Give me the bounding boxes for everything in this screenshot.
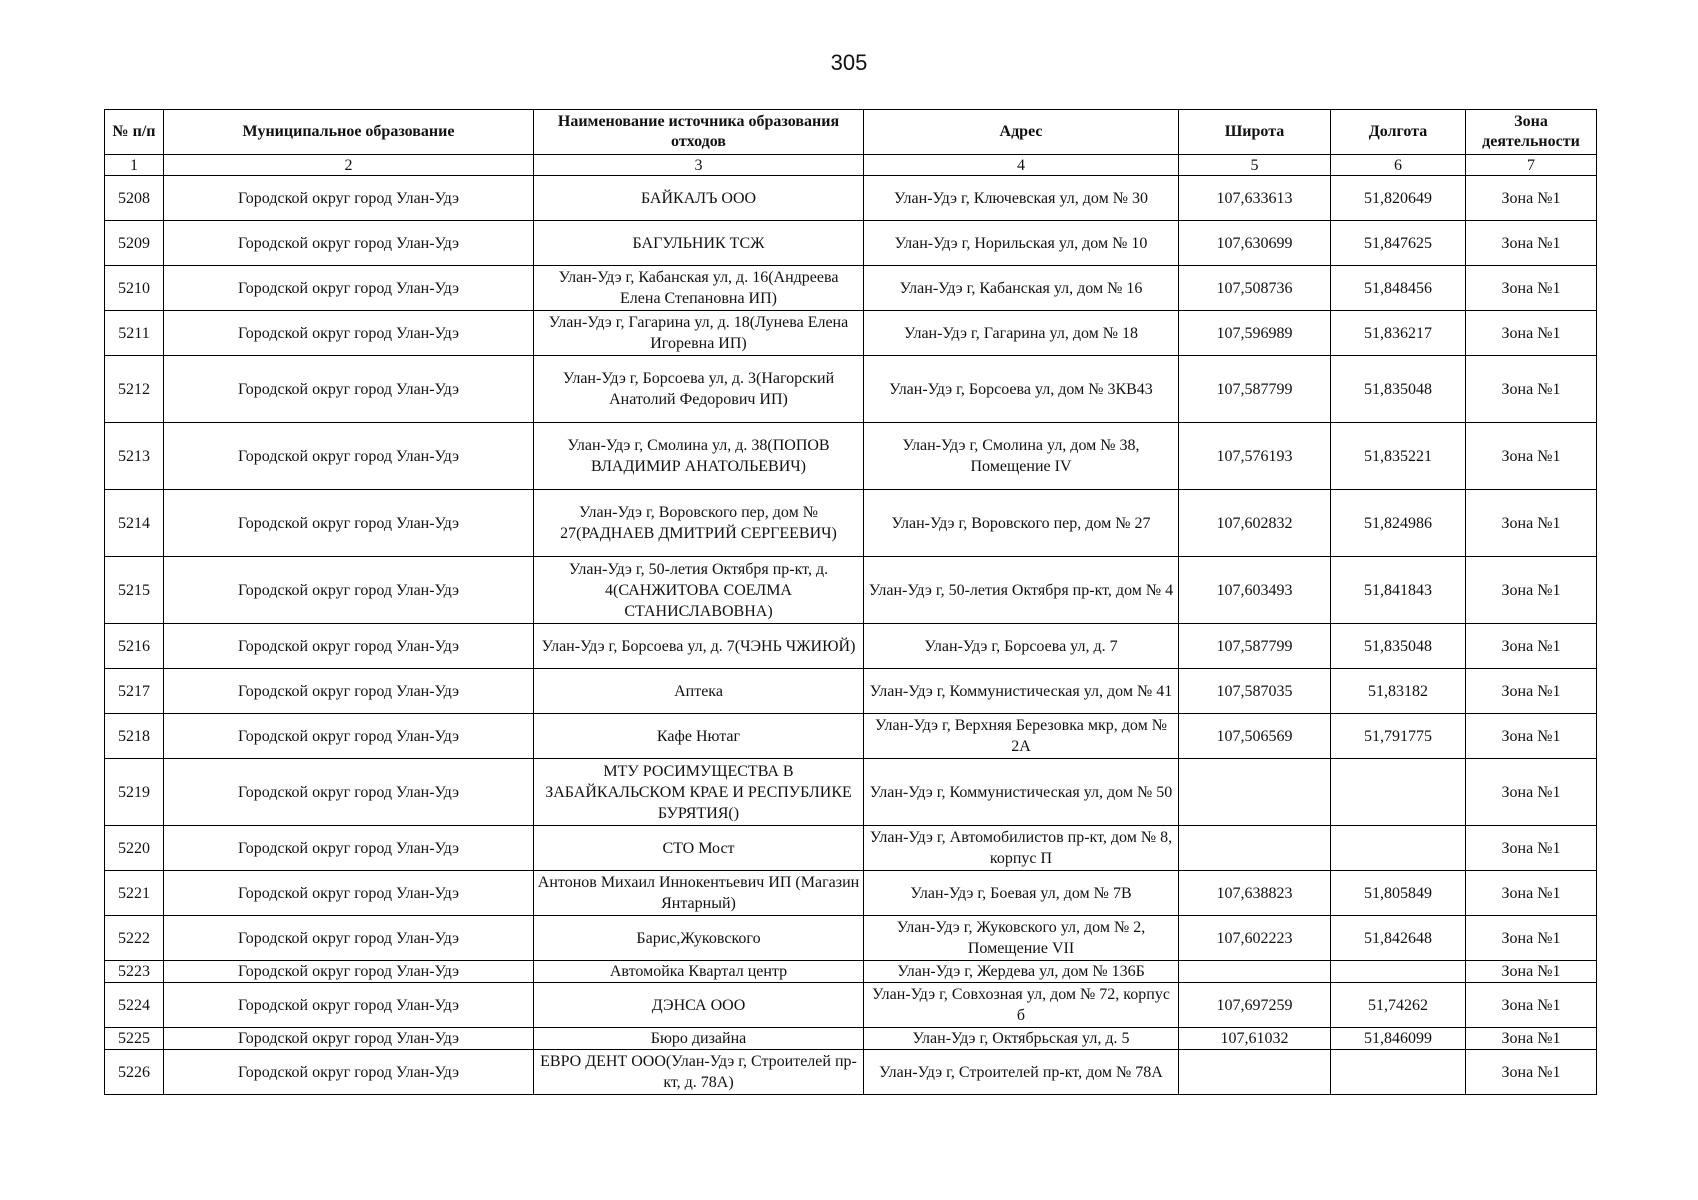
cell-longitude [1331, 826, 1466, 871]
column-number-row [105, 155, 1597, 176]
cell-latitude: 107,506569 [1179, 714, 1331, 759]
cell-municipality: Городской округ город Улан-Удэ [164, 311, 534, 356]
cell-latitude: 107,596989 [1179, 311, 1331, 356]
cell-zone: Зона №1 [1466, 557, 1597, 624]
table-row [105, 714, 1597, 759]
cell-source: Кафе Нютаг [534, 714, 864, 759]
cell-source: Антонов Михаил Иннокентьевич ИП (Магазин Янтарный) [534, 871, 864, 916]
table-row [105, 266, 1597, 311]
cell-number: 5225 [105, 1028, 164, 1050]
cell-number: 5219 [105, 759, 164, 826]
cell-longitude: 51,83182 [1331, 669, 1466, 714]
cell-source: Бюро дизайна [534, 1028, 864, 1050]
cell-latitude: 107,602223 [1179, 916, 1331, 961]
cell-latitude: 107,508736 [1179, 266, 1331, 311]
table-row [105, 356, 1597, 423]
cell-number: 5208 [105, 176, 164, 221]
cell-address: Улан-Удэ г, Коммунистическая ул, дом № 41 [864, 669, 1179, 714]
cell-longitude: 51,841843 [1331, 557, 1466, 624]
cell-municipality: Городской округ город Улан-Удэ [164, 356, 534, 423]
cell-longitude: 51,74262 [1331, 983, 1466, 1028]
cell-number: 5215 [105, 557, 164, 624]
cell-address: Улан-Удэ г, Совхозная ул, дом № 72, корпус б [864, 983, 1179, 1028]
cell-latitude: 107,602832 [1179, 490, 1331, 557]
cell-number: 5212 [105, 356, 164, 423]
header-cell-municipality: Муниципальное образование [164, 110, 534, 155]
cell-address: Улан-Удэ г, Верхняя Березовка мкр, дом № 2А [864, 714, 1179, 759]
table-row [105, 871, 1597, 916]
cell-address: Улан-Удэ г, Строителей пр-кт, дом № 78А [864, 1050, 1179, 1095]
cell-number: 5220 [105, 826, 164, 871]
column-number: 5 [1179, 155, 1331, 176]
cell-source: Аптека [534, 669, 864, 714]
cell-latitude: 107,587799 [1179, 624, 1331, 669]
cell-zone: Зона №1 [1466, 983, 1597, 1028]
cell-municipality: Городской округ город Улан-Удэ [164, 1028, 534, 1050]
cell-source: Улан-Удэ г, Гагарина ул, д. 18(Лунева Елена Игоревна ИП) [534, 311, 864, 356]
table-row [105, 669, 1597, 714]
cell-address: Улан-Удэ г, Боевая ул, дом № 7В [864, 871, 1179, 916]
cell-municipality: Городской округ город Улан-Удэ [164, 1050, 534, 1095]
cell-source: МТУ РОСИМУЩЕСТВА В ЗАБАЙКАЛЬСКОМ КРАЕ И РЕСПУБЛИКЕ БУРЯТИЯ() [534, 759, 864, 826]
cell-source: ДЭНСА ООО [534, 983, 864, 1028]
cell-latitude: 107,697259 [1179, 983, 1331, 1028]
table-row [105, 176, 1597, 221]
cell-municipality: Городской округ город Улан-Удэ [164, 624, 534, 669]
cell-number: 5221 [105, 871, 164, 916]
cell-zone: Зона №1 [1466, 714, 1597, 759]
cell-zone: Зона №1 [1466, 826, 1597, 871]
cell-municipality: Городской округ город Улан-Удэ [164, 871, 534, 916]
cell-latitude: 107,587799 [1179, 356, 1331, 423]
header-cell-zone: Зона деятельности [1466, 110, 1597, 155]
cell-source: ЕВРО ДЕНТ ООО(Улан-Удэ г, Строителей пр-кт, д. 78А) [534, 1050, 864, 1095]
header-row [105, 110, 1597, 155]
header-cell-address: Адрес [864, 110, 1179, 155]
cell-number: 5213 [105, 423, 164, 490]
cell-source: БАГУЛЬНИК ТСЖ [534, 221, 864, 266]
cell-latitude: 107,638823 [1179, 871, 1331, 916]
cell-longitude: 51,848456 [1331, 266, 1466, 311]
cell-number: 5209 [105, 221, 164, 266]
cell-address: Улан-Удэ г, Коммунистическая ул, дом № 50 [864, 759, 1179, 826]
cell-number: 5222 [105, 916, 164, 961]
cell-latitude: 107,576193 [1179, 423, 1331, 490]
cell-longitude: 51,835048 [1331, 356, 1466, 423]
table-row [105, 916, 1597, 961]
cell-zone: Зона №1 [1466, 1028, 1597, 1050]
cell-zone: Зона №1 [1466, 961, 1597, 983]
cell-source: Автомойка Квартал центр [534, 961, 864, 983]
table-row [105, 983, 1597, 1028]
cell-longitude: 51,847625 [1331, 221, 1466, 266]
cell-municipality: Городской округ город Улан-Удэ [164, 983, 534, 1028]
table-row [105, 1050, 1597, 1095]
cell-address: Улан-Удэ г, Гагарина ул, дом № 18 [864, 311, 1179, 356]
cell-latitude [1179, 759, 1331, 826]
header-cell-latitude: Широта [1179, 110, 1331, 155]
cell-longitude: 51,836217 [1331, 311, 1466, 356]
cell-zone: Зона №1 [1466, 759, 1597, 826]
cell-zone: Зона №1 [1466, 490, 1597, 557]
header-cell-longitude: Долгота [1331, 110, 1466, 155]
cell-number: 5210 [105, 266, 164, 311]
cell-address: Улан-Удэ г, Смолина ул, дом № 38, Помещение IV [864, 423, 1179, 490]
cell-number: 5211 [105, 311, 164, 356]
cell-source: СТО Мост [534, 826, 864, 871]
cell-source: Улан-Удэ г, Кабанская ул, д. 16(Андреева Елена Степановна ИП) [534, 266, 864, 311]
cell-number: 5223 [105, 961, 164, 983]
cell-address: Улан-Удэ г, Жердева ул, дом № 136Б [864, 961, 1179, 983]
cell-address: Улан-Удэ г, Жуковского ул, дом № 2, Помещение VII [864, 916, 1179, 961]
cell-number: 5226 [105, 1050, 164, 1095]
header-cell-source: Наименование источника образования отходов [534, 110, 864, 155]
column-number: 3 [534, 155, 864, 176]
cell-latitude [1179, 1050, 1331, 1095]
header-cell-number: № п/п [105, 110, 164, 155]
cell-longitude [1331, 759, 1466, 826]
cell-longitude: 51,824986 [1331, 490, 1466, 557]
table-row [105, 1028, 1597, 1050]
cell-address: Улан-Удэ г, Борсоева ул, д. 7 [864, 624, 1179, 669]
table-row [105, 624, 1597, 669]
cell-municipality: Городской округ город Улан-Удэ [164, 826, 534, 871]
table-row [105, 423, 1597, 490]
cell-latitude: 107,630699 [1179, 221, 1331, 266]
cell-source: Улан-Удэ г, Борсоева ул, д. 7(ЧЭНЬ ЧЖИЮЙ) [534, 624, 864, 669]
cell-number: 5218 [105, 714, 164, 759]
cell-source: Улан-Удэ г, Борсоева ул, д. 3(Нагорский Анатолий Федорович ИП) [534, 356, 864, 423]
cell-longitude [1331, 961, 1466, 983]
cell-municipality: Городской округ город Улан-Удэ [164, 221, 534, 266]
cell-source: Барис,Жуковского [534, 916, 864, 961]
cell-latitude: 107,603493 [1179, 557, 1331, 624]
cell-municipality: Городской округ город Улан-Удэ [164, 961, 534, 983]
cell-address: Улан-Удэ г, Ключевская ул, дом № 30 [864, 176, 1179, 221]
cell-source: Улан-Удэ г, 50-летия Октября пр-кт, д. 4(САНЖИТОВА СОЕЛМА СТАНИСЛАВОВНА) [534, 557, 864, 624]
column-number: 6 [1331, 155, 1466, 176]
cell-zone: Зона №1 [1466, 916, 1597, 961]
cell-zone: Зона №1 [1466, 669, 1597, 714]
page-number: 305 [830, 50, 868, 75]
cell-zone: Зона №1 [1466, 221, 1597, 266]
cell-municipality: Городской округ город Улан-Удэ [164, 669, 534, 714]
cell-municipality: Городской округ город Улан-Удэ [164, 557, 534, 624]
cell-longitude: 51,805849 [1331, 871, 1466, 916]
column-number: 4 [864, 155, 1179, 176]
cell-municipality: Городской округ город Улан-Удэ [164, 714, 534, 759]
cell-address: Улан-Удэ г, Кабанская ул, дом № 16 [864, 266, 1179, 311]
cell-address: Улан-Удэ г, Борсоева ул, дом № 3КВ43 [864, 356, 1179, 423]
table-row [105, 961, 1597, 983]
cell-longitude: 51,820649 [1331, 176, 1466, 221]
cell-number: 5217 [105, 669, 164, 714]
column-number: 2 [164, 155, 534, 176]
cell-latitude: 107,587035 [1179, 669, 1331, 714]
cell-zone: Зона №1 [1466, 1050, 1597, 1095]
cell-municipality: Городской округ город Улан-Удэ [164, 490, 534, 557]
cell-address: Улан-Удэ г, Воровского пер, дом № 27 [864, 490, 1179, 557]
cell-zone: Зона №1 [1466, 176, 1597, 221]
cell-longitude: 51,842648 [1331, 916, 1466, 961]
cell-address: Улан-Удэ г, 50-летия Октября пр-кт, дом № 4 [864, 557, 1179, 624]
cell-zone: Зона №1 [1466, 423, 1597, 490]
cell-zone: Зона №1 [1466, 624, 1597, 669]
cell-longitude: 51,791775 [1331, 714, 1466, 759]
cell-source: Улан-Удэ г, Воровского пер, дом № 27(РАДНАЕВ ДМИТРИЙ СЕРГЕЕВИЧ) [534, 490, 864, 557]
cell-address: Улан-Удэ г, Норильская ул, дом № 10 [864, 221, 1179, 266]
cell-municipality: Городской округ город Улан-Удэ [164, 423, 534, 490]
cell-latitude: 107,633613 [1179, 176, 1331, 221]
waste-sources-table [104, 109, 1597, 1095]
column-number: 1 [105, 155, 164, 176]
table-row [105, 557, 1597, 624]
cell-municipality: Городской округ город Улан-Удэ [164, 916, 534, 961]
cell-number: 5216 [105, 624, 164, 669]
cell-longitude: 51,835048 [1331, 624, 1466, 669]
table-row [105, 759, 1597, 826]
cell-source: Улан-Удэ г, Смолина ул, д. 38(ПОПОВ ВЛАДИМИР АНАТОЛЬЕВИЧ) [534, 423, 864, 490]
table-row [105, 826, 1597, 871]
cell-longitude: 51,835221 [1331, 423, 1466, 490]
column-number: 7 [1466, 155, 1597, 176]
cell-longitude: 51,846099 [1331, 1028, 1466, 1050]
cell-longitude [1331, 1050, 1466, 1095]
cell-source: БАЙКАЛЪ ООО [534, 176, 864, 221]
cell-zone: Зона №1 [1466, 871, 1597, 916]
cell-municipality: Городской округ город Улан-Удэ [164, 759, 534, 826]
cell-latitude [1179, 826, 1331, 871]
cell-address: Улан-Удэ г, Октябрьская ул, д. 5 [864, 1028, 1179, 1050]
table-row [105, 221, 1597, 266]
cell-address: Улан-Удэ г, Автомобилистов пр-кт, дом № 8, корпус П [864, 826, 1179, 871]
cell-number: 5224 [105, 983, 164, 1028]
cell-number: 5214 [105, 490, 164, 557]
cell-municipality: Городской округ город Улан-Удэ [164, 176, 534, 221]
cell-zone: Зона №1 [1466, 356, 1597, 423]
cell-zone: Зона №1 [1466, 266, 1597, 311]
cell-municipality: Городской округ город Улан-Удэ [164, 266, 534, 311]
cell-latitude [1179, 961, 1331, 983]
cell-latitude: 107,61032 [1179, 1028, 1331, 1050]
table-row [105, 311, 1597, 356]
cell-zone: Зона №1 [1466, 311, 1597, 356]
table-row [105, 490, 1597, 557]
